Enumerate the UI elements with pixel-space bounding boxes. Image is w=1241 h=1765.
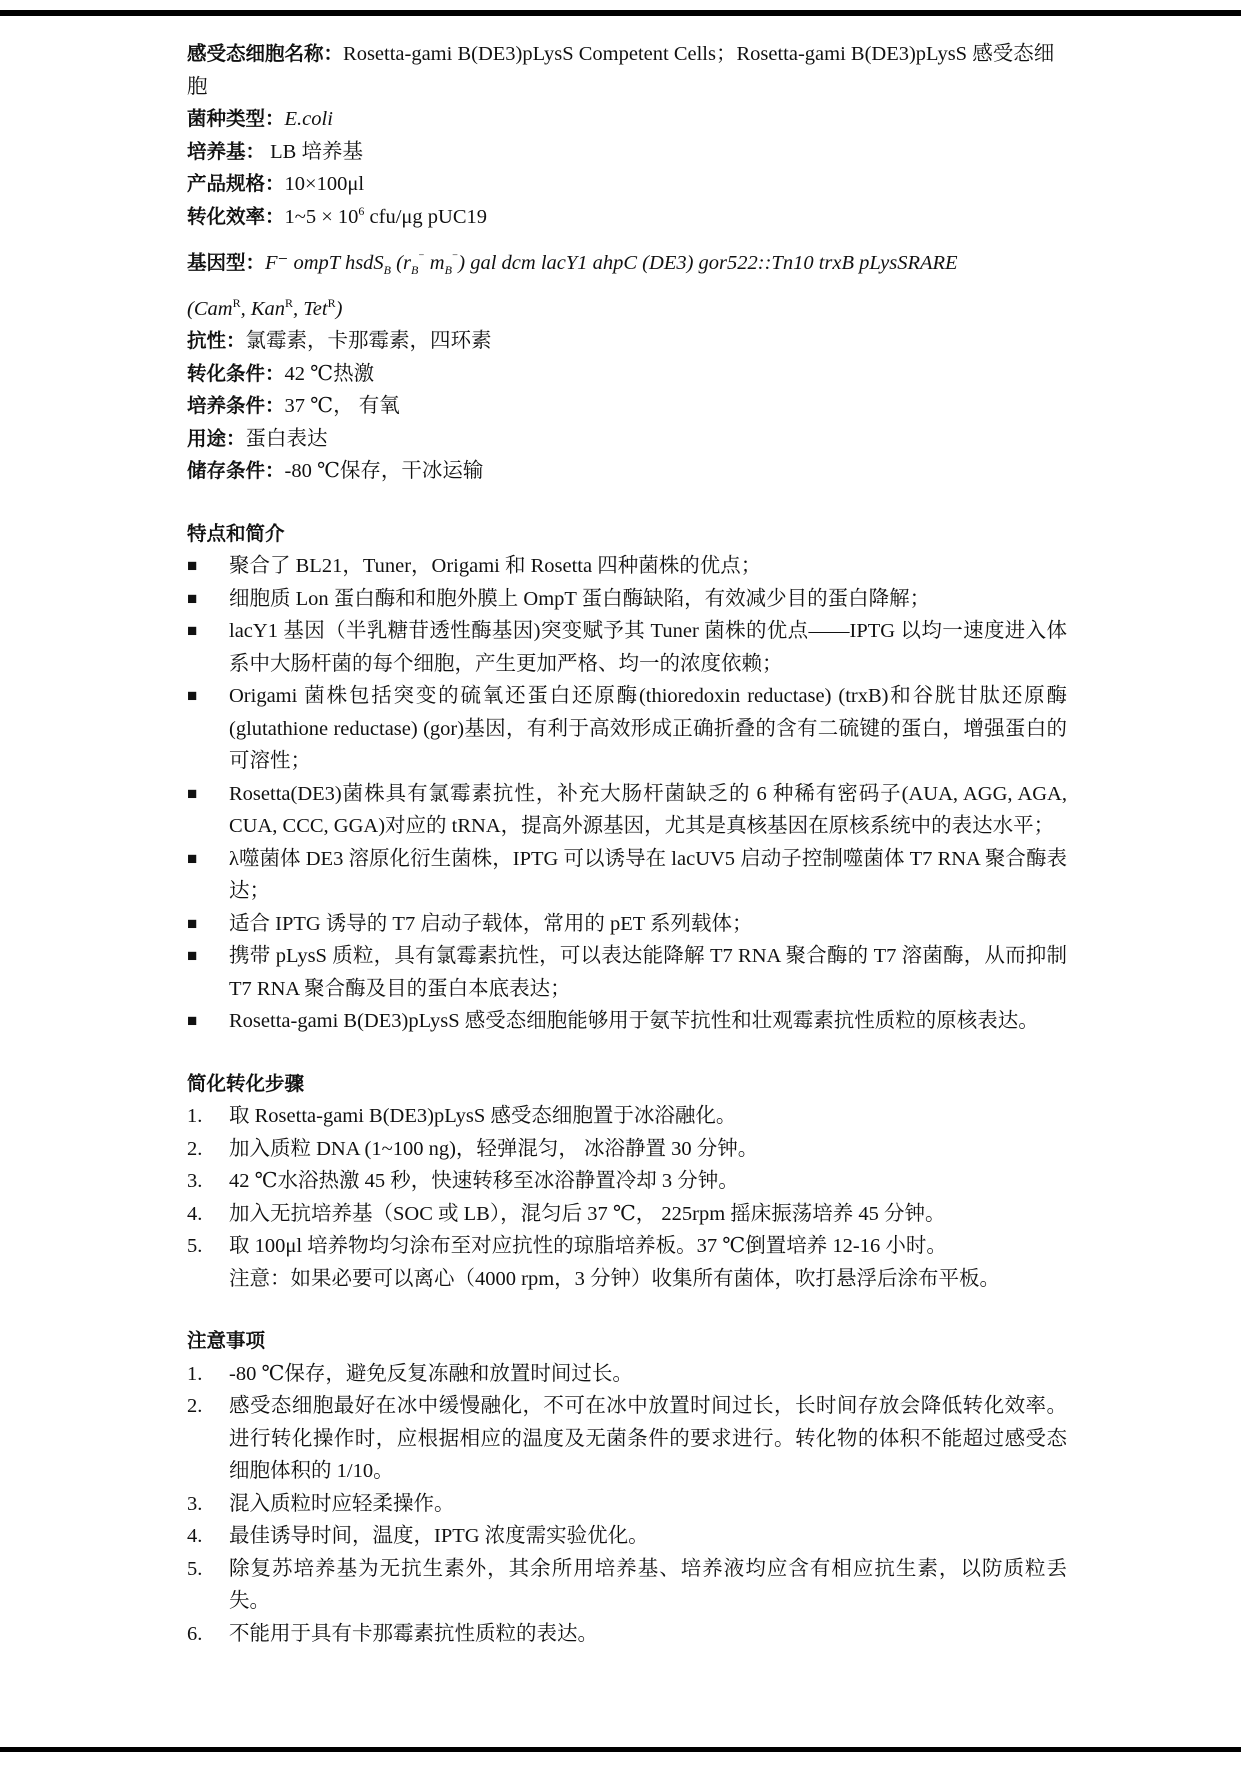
features-list [187, 550, 1067, 1038]
feature-text: Rosetta-gami B(DE3)pLysS 感受态细胞能够用于氨苄抗性和壮观霉素抗性质粒的原核表达。 [229, 1010, 1039, 1032]
document-body [187, 38, 1067, 1650]
feature-text: λ噬菌体 DE3 溶原化衍生菌株，IPTG 可以诱导在 lacUV5 启动子控制噬菌体 T7 RNA 聚合酶表达； [229, 847, 1067, 902]
genotype-line-2 [187, 293, 1067, 325]
feature-text: 携带 pLysS 质粒，具有氯霉素抗性，可以表达能降解 T7 RNA 聚合酶的 T7 溶菌酶，从而抑制 T7 RNA 聚合酶及目的蛋白本底表达； [229, 945, 1067, 1000]
culture-condition-value: 37 ℃， 有氧 [284, 395, 400, 417]
spec-value: 10×100μl [284, 173, 365, 195]
resistance-value: 氯霉素，卡那霉素，四环素 [245, 330, 492, 352]
feature-item [187, 1005, 1067, 1038]
efficiency-label: 转化效率： [187, 204, 285, 228]
feature-text: Rosetta(DE3)菌株具有氯霉素抗性，补充大肠杆菌缺乏的 6 种稀有密码子(AUA, AGG, AGA, CUA, CCC, GGA)对应的 tRNA，提高外源基因，尤其是真核基因在原核系统中的表达水平； [229, 782, 1067, 837]
genotype-l2-sup-c: R [327, 296, 336, 311]
efficiency-line [187, 201, 1067, 234]
transform-condition-line [187, 358, 1067, 391]
feature-item [187, 778, 1067, 843]
genotype-l2-c: , Tet [293, 298, 328, 320]
features-title: 特点和简介 [187, 521, 285, 545]
culture-condition-label: 培养条件： [187, 394, 285, 417]
note-text: 感受态细胞最好在冰中缓慢融化，不可在冰中放置时间过长，长时间存放会降低转化效率。进行转化操作时，应根据相应的温度及无菌条件的要求进行。转化物的体积不能超过感受态细胞体积的 1/10。 [229, 1395, 1067, 1482]
genotype-line [187, 247, 1067, 279]
step-text: 42 ℃水浴热激 45 秒，快速转移至冰浴静置冷却 3 分钟。 [229, 1170, 739, 1192]
feature-item [187, 583, 1067, 616]
note-text: 除复苏培养基为无抗生素外，其余所用培养基、培养液均应含有相应抗生素，以防质粒丢失。 [229, 1557, 1067, 1612]
use-value: 蛋白表达 [245, 427, 328, 450]
bullet-square-icon: ■ [187, 913, 198, 933]
use-label: 用途： [187, 426, 246, 450]
genotype-part-4: ) gal dcm lacY1 ahpC (DE3) gor522::Tn10 trxB pLysSRARE [458, 252, 958, 274]
notes-list [187, 1358, 1067, 1651]
genotype-label: 基因型： [187, 251, 266, 274]
genotype-l2-a: (Cam [187, 298, 233, 320]
steps-list [187, 1100, 1067, 1295]
step-number: 2. [187, 1137, 203, 1160]
genotype-l2-d: ) [335, 298, 343, 320]
feature-item [187, 615, 1067, 680]
feature-item [187, 843, 1067, 908]
genotype-sub-2: B [410, 263, 419, 278]
bullet-square-icon: ■ [187, 686, 198, 705]
step-item [187, 1133, 1067, 1166]
transform-condition-value: 42 ℃热激 [284, 362, 375, 385]
use-line [187, 423, 1067, 456]
strain-line [187, 103, 1067, 136]
note-text: -80 ℃保存，避免反复冻融和放置时间过长。 [229, 1362, 633, 1385]
step-text: 加入质粒 DNA (1~100 ng)，轻弹混匀， 冰浴静置 30 分钟。 [229, 1137, 759, 1160]
genotype-sub-1: B [383, 263, 392, 278]
step-text: 加入无抗培养基（SOC 或 LB），混匀后 37 ℃， 225rpm 摇床振荡培养 45 分钟。 [229, 1202, 946, 1225]
step-number: 1. [187, 1105, 203, 1127]
note-number: 3. [187, 1492, 203, 1515]
medium-line [187, 136, 1067, 169]
bullet-square-icon: ■ [187, 588, 198, 608]
step-text: 取 Rosetta-gami B(DE3)pLysS 感受态细胞置于冰浴融化。 [229, 1105, 737, 1127]
step-item [187, 1230, 1067, 1263]
bullet-square-icon: ■ [187, 848, 198, 868]
note-item [187, 1618, 1067, 1651]
note-text: 混入质粒时应轻柔操作。 [229, 1492, 455, 1515]
note-number: 2. [187, 1395, 203, 1417]
step-item [187, 1165, 1067, 1198]
storage-label: 储存条件： [187, 459, 285, 482]
feature-item [187, 680, 1067, 778]
bullet-square-icon: ■ [187, 1011, 198, 1030]
genotype-l2-b: , Kan [240, 298, 286, 320]
note-text: 不能用于具有卡那霉素抗性质粒的表达。 [229, 1622, 598, 1645]
resistance-line [187, 325, 1067, 358]
step-text: 取 100μl 培养物均匀涂布至对应抗性的琼脂培养板。37 ℃倒置培养 12-16 小时。 [229, 1235, 947, 1257]
medium-value: LB 培养基 [265, 140, 363, 163]
note-item [187, 1358, 1067, 1391]
genotype-part-2: (r [391, 252, 411, 274]
note-item [187, 1488, 1067, 1521]
genotype-l2-sup-b: R [285, 296, 294, 311]
note-number: 5. [187, 1557, 203, 1580]
genotype-sup-2: ⁻ [418, 250, 425, 265]
bullet-square-icon: ■ [187, 946, 198, 965]
storage-line [187, 455, 1067, 488]
feature-text: lacY1 基因（半乳糖苷透性酶基因)突变赋予其 Tuner 菌株的优点——IPTG 以均一速度进入体系中大肠杆菌的每个细胞，产生更加严格、均一的浓度依赖； [229, 620, 1067, 675]
efficiency-exponent: 6 [358, 203, 365, 218]
note-number: 1. [187, 1362, 203, 1385]
spec-label: 产品规格： [187, 172, 285, 195]
spec-line [187, 168, 1067, 201]
feature-item [187, 908, 1067, 941]
step-number: 5. [187, 1235, 203, 1257]
bullet-square-icon: ■ [187, 556, 198, 575]
genotype-l2-sup-a: R [232, 296, 241, 311]
efficiency-value-b: cfu/μg pUC19 [364, 205, 488, 228]
bullet-square-icon: ■ [187, 621, 198, 640]
genotype-part-3: m [424, 252, 445, 274]
note-number: 4. [187, 1525, 203, 1547]
genotype-part-1: F⁻ ompT hsdS [265, 252, 384, 274]
medium-label: 培养基： [187, 139, 266, 163]
steps-title: 简化转化步骤 [187, 1071, 305, 1095]
step-item [187, 1100, 1067, 1133]
product-name-line [187, 38, 1067, 103]
genotype-sub-3: B [444, 263, 452, 278]
step-number: 4. [187, 1202, 203, 1225]
step-note: 注意：如果必要可以离心（4000 rpm，3 分钟）收集所有菌体，吹打悬浮后涂布平板。 [229, 1267, 1001, 1290]
note-text: 最佳诱导时间，温度，IPTG 浓度需实验优化。 [229, 1525, 649, 1547]
note-item [187, 1520, 1067, 1553]
feature-item [187, 550, 1067, 583]
feature-item [187, 940, 1067, 1005]
culture-condition-line [187, 390, 1067, 423]
top-rule [0, 10, 1241, 16]
storage-value: -80 ℃保存，干冰运输 [284, 460, 484, 482]
feature-text: 聚合了 BL21，Tuner，Origami 和 Rosetta 四种菌株的优点； [229, 555, 762, 577]
transform-condition-label: 转化条件： [187, 361, 285, 385]
genotype-sup-3: ⁻ [451, 250, 459, 265]
note-item [187, 1390, 1067, 1488]
feature-text: Origami 菌株包括突变的硫氧还蛋白还原酶(thioredoxin reductase) (trxB)和谷胱甘肽还原酶(glutathione reductase) (gor)基因，有利于高效形成正确折叠的含有二硫键的蛋白，增强蛋白的可溶性； [229, 685, 1067, 772]
bottom-rule [0, 1747, 1241, 1752]
strain-label: 菌种类型： [187, 107, 285, 130]
step-item [187, 1198, 1067, 1231]
bullet-square-icon: ■ [187, 783, 198, 803]
step-number: 3. [187, 1170, 203, 1192]
efficiency-value-a: 1~5 × 10 [284, 205, 359, 228]
note-number: 6. [187, 1622, 203, 1645]
feature-text: 适合 IPTG 诱导的 T7 启动子载体，常用的 pET 系列载体； [229, 912, 753, 935]
product-name-value: Rosetta-gami B(DE3)pLysS Competent Cells；Rosetta-gami B(DE3)pLysS 感受态细胞 [187, 43, 1055, 98]
feature-text: 细胞质 Lon 蛋白酶和和胞外膜上 OmpT 蛋白酶缺陷，有效减少目的蛋白降解； [229, 587, 931, 610]
resistance-label: 抗性： [187, 329, 246, 352]
note-item [187, 1553, 1067, 1618]
strain-value: E.coli [284, 108, 333, 130]
notes-title: 注意事项 [187, 1329, 266, 1352]
product-name-label: 感受态细胞名称： [187, 42, 344, 65]
